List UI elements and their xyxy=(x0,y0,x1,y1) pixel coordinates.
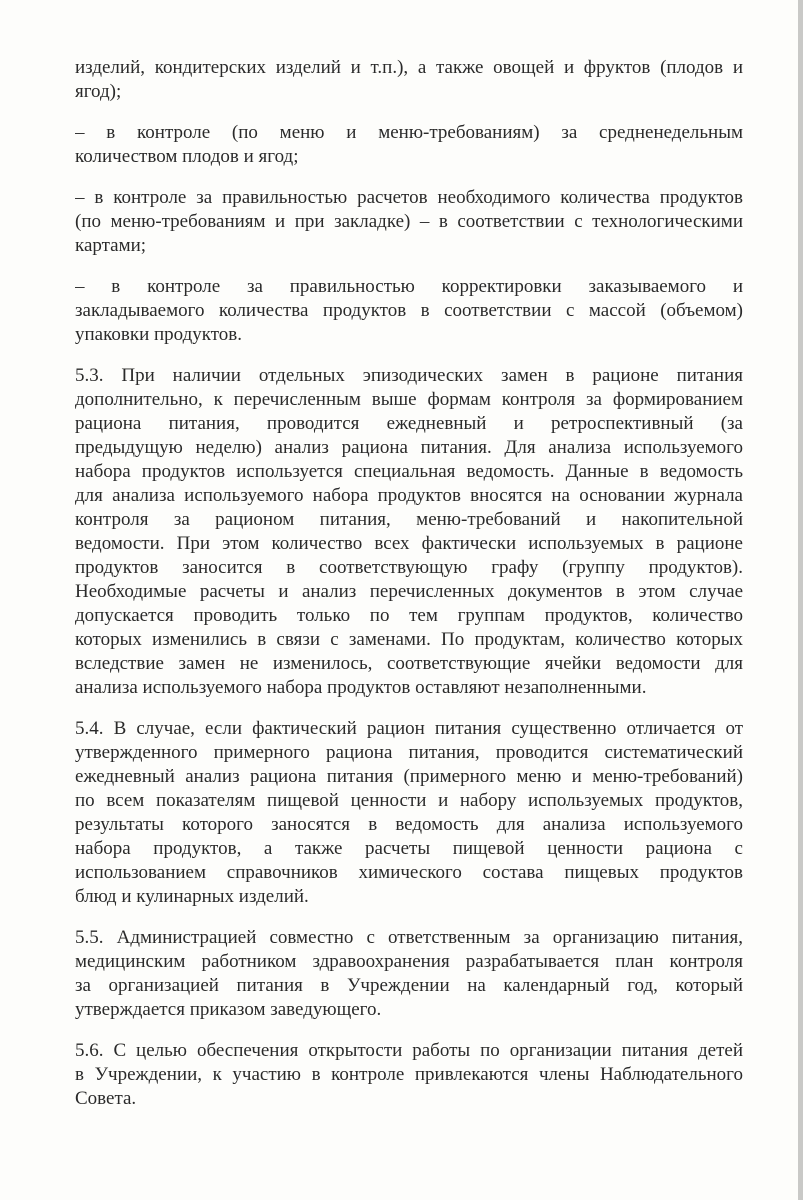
text-line: результаты которого заносятся в ведомость для анализа используемого xyxy=(75,814,743,835)
text-line: предыдущую неделю) анализ рациона питания. Для анализа используемого xyxy=(75,437,743,458)
text-line: медицинским работником здравоохранения разрабатывается план контроля xyxy=(75,951,743,972)
text-line: утвержденного примерного рациона питания, проводится систематический xyxy=(75,742,743,763)
text-line: картами; xyxy=(75,235,147,256)
text-line: в Учреждении, к участию в контроле привлекаются члены Наблюдательного xyxy=(75,1064,743,1085)
paragraph-section-5-3 xyxy=(75,364,743,700)
text-line: для анализа используемого набора продуктов вносятся на основании журнала xyxy=(75,485,743,506)
text-line: по всем показателям пищевой ценности и набору используемых продуктов, xyxy=(75,790,743,811)
paragraph-section-5-5 xyxy=(75,926,743,1022)
paragraph-section-5-4 xyxy=(75,717,743,909)
text-line: за организацией питания в Учреждении на календарный год, который xyxy=(75,975,743,996)
text-line: изделий, кондитерских изделий и т.п.), а также овощей и фруктов (плодов и xyxy=(75,57,743,78)
document-page xyxy=(75,56,743,1128)
text-line: закладываемого количества продуктов в соответствии с массой (объемом) xyxy=(75,300,743,321)
text-line: – в контроле за правильностью расчетов необходимого количества продуктов xyxy=(75,187,743,208)
text-line: рациона питания, проводится ежедневный и ретроспективный (за xyxy=(75,413,743,434)
text-line: набора продуктов используется специальная ведомость. Данные в ведомость xyxy=(75,461,743,482)
paragraph-item-correction xyxy=(75,275,743,347)
text-line: утверждается приказом заведующего. xyxy=(75,999,382,1020)
text-line: Совета. xyxy=(75,1088,137,1109)
text-line: количеством плодов и ягод; xyxy=(75,146,299,167)
paragraph-item-calc xyxy=(75,186,743,258)
text-line: 5.4. В случае, если фактический рацион питания существенно отличается от xyxy=(75,718,743,739)
text-line: ведомости. При этом количество всех фактически используемых в рационе xyxy=(75,533,743,554)
text-line: вследствие замен не изменилось, соответствующие ячейки ведомости для xyxy=(75,653,743,674)
text-line: – в контроле за правильностью корректировки заказываемого и xyxy=(75,276,743,297)
text-line: 5.5. Администрацией совместно с ответственным за организацию питания, xyxy=(75,927,743,948)
text-line: контроля за рационом питания, меню-требований и накопительной xyxy=(75,509,743,530)
paragraph-cont-1 xyxy=(75,56,743,104)
text-line: 5.3. При наличии отдельных эпизодических замен в рационе питания xyxy=(75,365,743,386)
text-line: упаковки продуктов. xyxy=(75,324,243,345)
text-line: дополнительно, к перечисленным выше формам контроля за формированием xyxy=(75,389,743,410)
text-line: ягод); xyxy=(75,81,122,102)
text-line: 5.6. С целью обеспечения открытости работы по организации питания детей xyxy=(75,1040,743,1061)
paragraph-item-fruit xyxy=(75,121,743,169)
text-line: анализа используемого набора продуктов оставляют незаполненными. xyxy=(75,677,647,698)
text-line: продуктов заносится в соответствующую графу (группу продуктов). xyxy=(75,557,743,578)
scan-edge xyxy=(798,0,803,1200)
text-line: ежедневный анализ рациона питания (примерного меню и меню-требований) xyxy=(75,766,743,787)
text-line: – в контроле (по меню и меню-требованиям) за средненедельным xyxy=(75,122,743,143)
text-line: Необходимые расчеты и анализ перечисленных документов в этом случае xyxy=(75,581,743,602)
text-line: блюд и кулинарных изделий. xyxy=(75,886,309,907)
text-line: которых изменились в связи с заменами. По продуктам, количество которых xyxy=(75,629,743,650)
text-line: допускается проводить только по тем группам продуктов, количество xyxy=(75,605,743,626)
text-line: набора продуктов, а также расчеты пищевой ценности рациона с xyxy=(75,838,743,859)
text-line: использованием справочников химического состава пищевых продуктов xyxy=(75,862,743,883)
paragraph-section-5-6 xyxy=(75,1039,743,1111)
text-line: (по меню-требованиям и при закладке) – в соответствии с технологическими xyxy=(75,211,743,232)
